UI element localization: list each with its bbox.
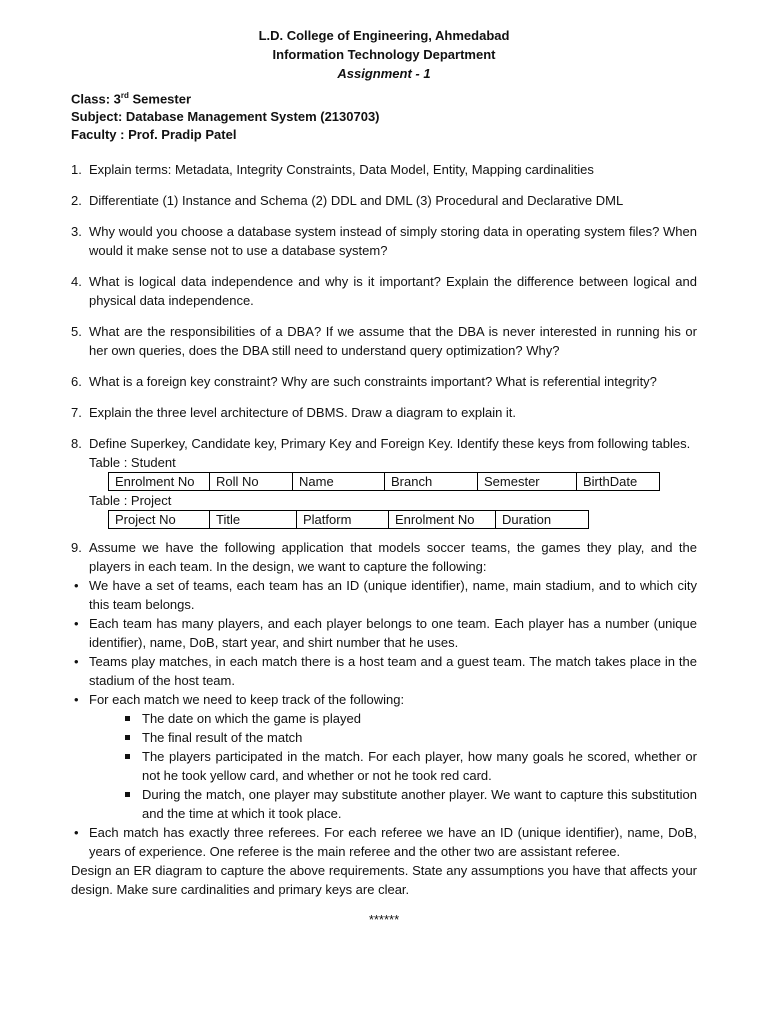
question-4	[71, 272, 697, 310]
question-number: 5.	[71, 324, 82, 340]
question-text: What is a foreign key constraint? Why are such constraints important? What is referential integrity?	[89, 374, 657, 390]
question-number: 7.	[71, 405, 82, 421]
question-text: Define Superkey, Candidate key, Primary Key and Foreign Key. Identify these keys from following tables.	[89, 436, 691, 452]
sub-list-item	[71, 785, 697, 823]
class-line	[71, 87, 697, 108]
list-item	[71, 690, 697, 709]
question-1	[71, 160, 697, 179]
bullet-icon: •	[74, 578, 79, 594]
question-text: Why would you choose a database system instead of simply storing data in operating system files? When would it make sense not to use a database system?	[89, 224, 697, 259]
end-marker: ******	[368, 912, 400, 928]
bullet-icon: •	[74, 825, 79, 841]
question-number: 8.	[71, 436, 82, 452]
table-row	[109, 511, 589, 529]
question-number: 2.	[71, 193, 82, 209]
list-item-text: Teams play matches, in each match there is a host team and a guest team. The match takes place in the stadium of the host team.	[89, 654, 697, 689]
class-suffix: Semester	[128, 91, 192, 107]
question-number: 9.	[71, 540, 82, 556]
table-cell: Branch	[385, 473, 478, 491]
sub-list-item	[71, 709, 697, 728]
square-bullet-icon	[125, 735, 130, 740]
sub-list-item	[71, 728, 697, 747]
closing-paragraph: Design an ER diagram to capture the above requirements. State any assumptions you have that affects your design. Make sure cardinalities and primary keys are clear.	[71, 863, 697, 898]
table-cell: Duration	[496, 511, 589, 529]
table-cell: Roll No	[210, 473, 293, 491]
department-name: Information Technology Department	[272, 47, 496, 62]
list-item-text: Each match has exactly three referees. For each referee we have an ID (unique identifier), name, DoB, years of experience. One referee is the main referee and the other two are assistant referee.	[89, 825, 697, 860]
question-8	[71, 434, 697, 453]
question-text: What are the responsibilities of a DBA? If we assume that the DBA is never interested in running his or her own queries, does the DBA still need to understand query optimization? Why?	[89, 324, 697, 359]
question-number: 4.	[71, 274, 82, 290]
square-bullet-icon	[125, 792, 130, 797]
project-table	[108, 510, 589, 529]
question-2	[71, 191, 697, 210]
table-cell: Semester	[478, 473, 577, 491]
faculty-line: Faculty : Prof. Pradip Patel	[71, 127, 237, 143]
question-number: 6.	[71, 374, 82, 390]
student-table	[108, 472, 660, 491]
question-7	[71, 403, 697, 422]
table-cell: Enrolment No	[389, 511, 496, 529]
question-9	[71, 538, 697, 576]
table-cell: Title	[210, 511, 297, 529]
question-text: Explain the three level architecture of DBMS. Draw a diagram to explain it.	[89, 405, 517, 421]
square-bullet-icon	[125, 716, 130, 721]
question-text: What is logical data independence and why is it important? Explain the difference between logical and physical data independence.	[89, 274, 697, 309]
sub-list-item-text: During the match, one player may substitute another player. We want to capture this substitution and the time at which it took place.	[142, 787, 697, 822]
project-table-label: Table : Project	[89, 493, 172, 509]
question-text: Assume we have the following application that models soccer teams, the games they play, and the players in each team. In the design, we want to capture the following:	[89, 540, 697, 575]
sub-list-item-text: The players participated in the match. For each player, how many goals he scored, whether or not he took yellow card, and whether or not he took red card.	[142, 749, 697, 784]
assignment-title: Assignment - 1	[337, 66, 431, 81]
sub-list-item-text: The final result of the match	[142, 730, 303, 746]
table-row	[109, 473, 660, 491]
question-number: 1.	[71, 162, 82, 178]
class-sup: rd	[120, 91, 129, 100]
table-cell: BirthDate	[577, 473, 660, 491]
table-cell: Enrolment No	[109, 473, 210, 491]
sub-list-item-text: The date on which the game is played	[142, 711, 361, 727]
student-table-label: Table : Student	[89, 455, 176, 471]
assignment-page	[71, 26, 697, 929]
table-cell: Project No	[109, 511, 210, 529]
list-item	[71, 614, 697, 652]
subject-line: Subject: Database Management System (2130703)	[71, 109, 380, 125]
meta-block	[71, 87, 697, 144]
class-label: Class: 3	[71, 91, 121, 107]
question-number: 3.	[71, 224, 82, 240]
list-item-text: We have a set of teams, each team has an ID (unique identifier), name, main stadium, and to which city this team belongs.	[89, 578, 697, 613]
list-item	[71, 576, 697, 614]
list-item-text: For each match we need to keep track of the following:	[89, 692, 405, 708]
bullet-icon: •	[74, 654, 79, 670]
bullet-icon: •	[74, 616, 79, 632]
question-5	[71, 322, 697, 360]
question-text: Explain terms: Metadata, Integrity Constraints, Data Model, Entity, Mapping cardinalities	[89, 162, 594, 178]
list-item	[71, 652, 697, 690]
bullet-icon: •	[74, 692, 79, 708]
table-cell: Name	[293, 473, 385, 491]
square-bullet-icon	[125, 754, 130, 759]
table-cell: Platform	[297, 511, 389, 529]
list-item	[71, 823, 697, 861]
question-6	[71, 372, 697, 391]
question-3	[71, 222, 697, 260]
sub-list-item	[71, 747, 697, 785]
college-name: L.D. College of Engineering, Ahmedabad	[258, 28, 510, 43]
question-text: Differentiate (1) Instance and Schema (2) DDL and DML (3) Procedural and Declarative DML	[89, 193, 624, 209]
list-item-text: Each team has many players, and each player belongs to one team. Each player has a number (unique identifier), name, DoB, start year, and shirt number that he uses.	[89, 616, 697, 651]
